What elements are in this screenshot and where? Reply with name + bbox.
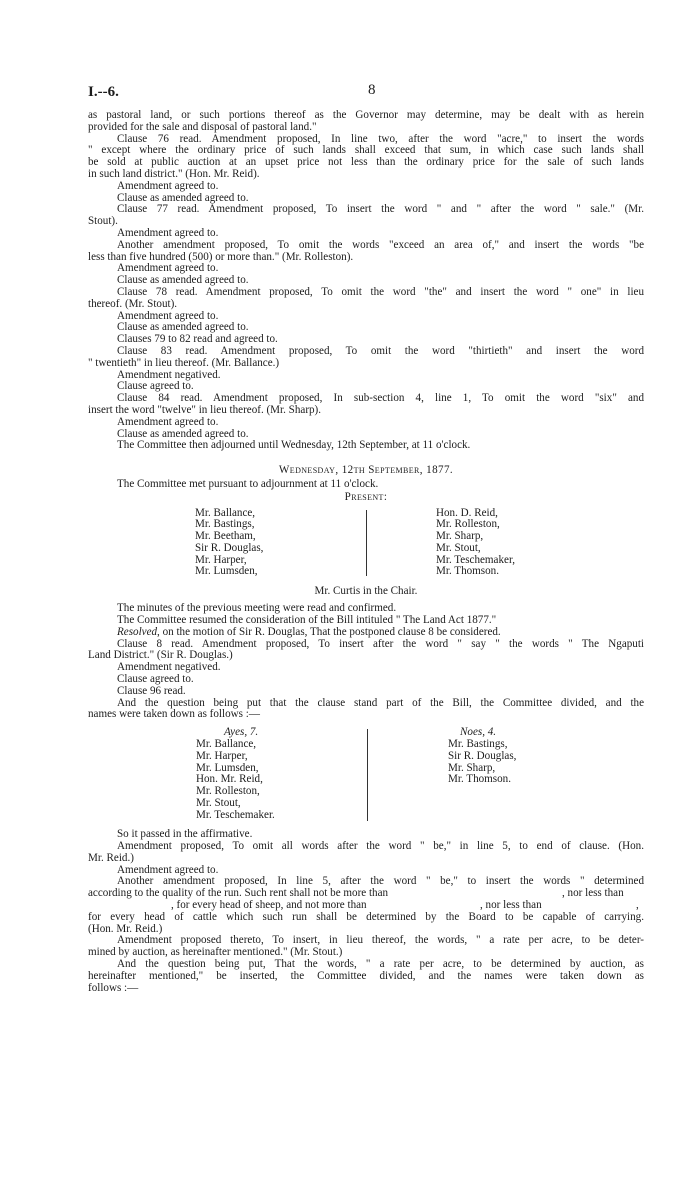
text-line: Clause 76 read. Amendment proposed, In line two, after the word "acre," to insert the words: [117, 132, 644, 145]
text-line: less than five hundred (500) or more than." (Mr. Rolleston).: [88, 250, 354, 263]
member-name: Mr. Lumsden,: [196, 761, 259, 774]
text-line: Clause as amended agreed to.: [117, 321, 249, 334]
document-page: [88, 0, 644, 994]
text-line: Amendment agreed to.: [117, 179, 219, 192]
text-line: Clause 77 read. Amendment proposed, To insert the word " and " after the word " sale." (Mr.: [117, 203, 644, 216]
text-line: The minutes of the previous meeting were read and confirmed.: [117, 602, 397, 615]
column-divider: [366, 510, 367, 576]
text-line: Amendment negatived.: [117, 661, 221, 674]
rent-limit-text: according to the quality of the run. Such rent shall not be more than: [88, 887, 389, 900]
text-line: Amendment negatived.: [117, 368, 221, 381]
text-line: Clause as amended agreed to.: [117, 427, 249, 440]
text-line: thereof. (Mr. Stout).: [88, 297, 178, 310]
text-line: And the question being put, That the words, " a rate per acre, to be determined by auction, as: [117, 958, 644, 971]
sheep-text-3: ,: [636, 899, 639, 912]
text-line: follows :—: [88, 981, 139, 994]
text-line: Amendment agreed to.: [117, 226, 219, 239]
present-right-column: [436, 508, 515, 579]
column-divider: [367, 729, 368, 821]
member-name: Mr. Stout,: [436, 541, 481, 554]
text-line: Clause as amended agreed to.: [117, 191, 249, 204]
ayes-names: [196, 739, 275, 822]
member-name: Mr. Harper,: [196, 749, 248, 762]
text-line: Stout).: [88, 215, 118, 228]
member-name: Mr. Teschemaker.: [196, 808, 275, 821]
meeting-opening: The Committee met pursuant to adjournment at 11 o'clock.: [117, 477, 379, 490]
noes-column: [448, 727, 516, 786]
text-line: Another amendment proposed, To omit the words "exceed an area of," and insert the words "be: [117, 238, 644, 251]
text-line: Another amendment proposed, In line 5, after the word " be," to insert the words " determined: [117, 875, 644, 888]
text-line: Amendment agreed to.: [117, 262, 219, 275]
member-name: Mr. Bastings,: [195, 518, 255, 531]
text-line: Amendment agreed to.: [117, 415, 219, 428]
member-name: Mr. Beetham,: [195, 530, 256, 543]
text-line: Amendment agreed to.: [117, 863, 219, 876]
text-line: Clause 84 read. Amendment proposed, In sub-section 4, line 1, To omit the word "six" and: [117, 392, 644, 405]
text-line: Clause agreed to.: [117, 380, 194, 393]
text-line: be sold at public auction at an upset price not less than the ordinary price for the sale of such lands: [88, 156, 644, 169]
member-name: Mr. Ballance,: [196, 738, 257, 751]
text-line: Clause 78 read. Amendment proposed, To omit the word "the" and insert the word " one" in lieu: [117, 285, 644, 298]
member-name: Hon. Mr. Reid,: [196, 773, 263, 786]
text-line: hereinafter mentioned," be inserted, the Committee divided, and the names were taken down as: [88, 969, 644, 982]
minutes-block-4: [88, 912, 644, 995]
page-header: [88, 0, 644, 110]
minutes-lines: [88, 134, 644, 453]
text-line: Clause 8 read. Amendment proposed, To insert after the word " say " the words " The Ngaputi: [117, 637, 644, 650]
sheep-text-2: , nor less than: [480, 899, 542, 912]
text-line: The Committee resumed the consideration of the Bill intituled " The Land Act 1877.": [117, 614, 497, 627]
member-name: Mr. Thomson.: [448, 773, 511, 786]
member-name: Mr. Sharp,: [436, 530, 484, 543]
ayes-label: Ayes, 7.: [224, 726, 259, 739]
text-line: Amendment agreed to.: [117, 309, 219, 322]
present-members: [88, 508, 644, 580]
member-name: Mr. Rolleston,: [436, 518, 500, 531]
text-line: Resolved, on the motion of Sir R. Douglas, That the postponed clause 8 be considered.: [117, 625, 501, 638]
ayes-column: [196, 727, 275, 821]
text-line: in such land district." (Hon. Mr. Reid).: [88, 167, 260, 180]
paper-code: I.--6.: [88, 84, 119, 100]
present-label: Present:: [344, 490, 388, 503]
member-name: Mr. Sharp,: [448, 761, 496, 774]
text-line: " twentieth" in lieu thereof. (Mr. Ballance.): [88, 356, 280, 369]
text-line: mined by auction, as hereinafter mentioned." (Mr. Stout.): [88, 946, 343, 959]
text-line: Mr. Reid.): [88, 851, 134, 864]
noes-names: [448, 739, 516, 786]
sheep-text: , for every head of sheep, and not more than: [171, 899, 367, 912]
member-name: Mr. Stout,: [196, 797, 241, 810]
member-name: Hon. D. Reid,: [436, 506, 498, 519]
member-name: Mr. Harper,: [195, 553, 247, 566]
text-line: Amendment proposed thereto, To insert, in lieu thereof, the words, " a rate per acre, to be deter-: [117, 934, 644, 947]
text-line: Clause 83 read. Amendment proposed, To omit the word "thirtieth" and insert the word: [117, 344, 644, 357]
meeting-date: Wednesday, 12th September, 1877.: [278, 464, 454, 477]
minutes-block-3: [88, 829, 644, 888]
present-left-column: [195, 508, 263, 579]
text-line: Clause as amended agreed to.: [117, 274, 249, 287]
text-line: names were taken down as follows :—: [88, 708, 260, 721]
text-line: So it passed in the affirmative.: [117, 828, 253, 841]
sheep-line: [88, 900, 644, 912]
text-line: Land District." (Sir R. Douglas.): [88, 649, 233, 662]
member-name: Mr. Bastings,: [448, 738, 508, 751]
chair-line: Mr. Curtis in the Chair.: [314, 584, 418, 597]
division-list: [88, 727, 644, 823]
text-line: Clause agreed to.: [117, 673, 194, 686]
text-line: insert the word "twelve" in lieu thereof. (Mr. Sharp).: [88, 403, 322, 416]
text-line: for every head of cattle which such run shall be determined by the Board to be capable of carrying.: [88, 910, 644, 923]
member-name: Mr. Rolleston,: [196, 785, 260, 798]
minutes-block-2: [88, 603, 644, 721]
member-name: Mr. Lumsden,: [195, 565, 258, 578]
text-line: Amendment proposed, To omit all words after the word " be," in line 5, to end of clause. (Hon.: [117, 840, 644, 853]
rent-limit-text-2: , nor less than: [562, 887, 624, 900]
minutes-block-1: [88, 110, 644, 452]
member-name: Mr. Thomson.: [436, 565, 499, 578]
text-line: as pastoral land, or such portions thereof as the Governor may determine, may be dealt with as herein: [88, 109, 644, 121]
text-line: Clause 96 read.: [117, 684, 186, 697]
text-line: (Hon. Mr. Reid.): [88, 922, 163, 935]
noes-label: Noes, 4.: [460, 726, 497, 739]
member-name: Sir R. Douglas,: [448, 749, 517, 762]
text-line: And the question being put that the clause stand part of the Bill, the Committee divided, and the: [117, 696, 644, 709]
text-line: Clauses 79 to 82 read and agreed to.: [117, 333, 278, 346]
member-name: Sir R. Douglas,: [195, 541, 264, 554]
page-number: 8: [368, 82, 376, 98]
member-name: Mr. Teschemaker,: [436, 553, 515, 566]
text-line: The Committee then adjourned until Wednesday, 12th September, at 11 o'clock.: [117, 439, 471, 452]
text-line: " except where the ordinary price of such lands shall exceed that sum, in which case such lands shall: [88, 144, 644, 157]
member-name: Mr. Ballance,: [195, 506, 256, 519]
text-line: provided for the sale and disposal of pastoral land.": [88, 120, 317, 133]
